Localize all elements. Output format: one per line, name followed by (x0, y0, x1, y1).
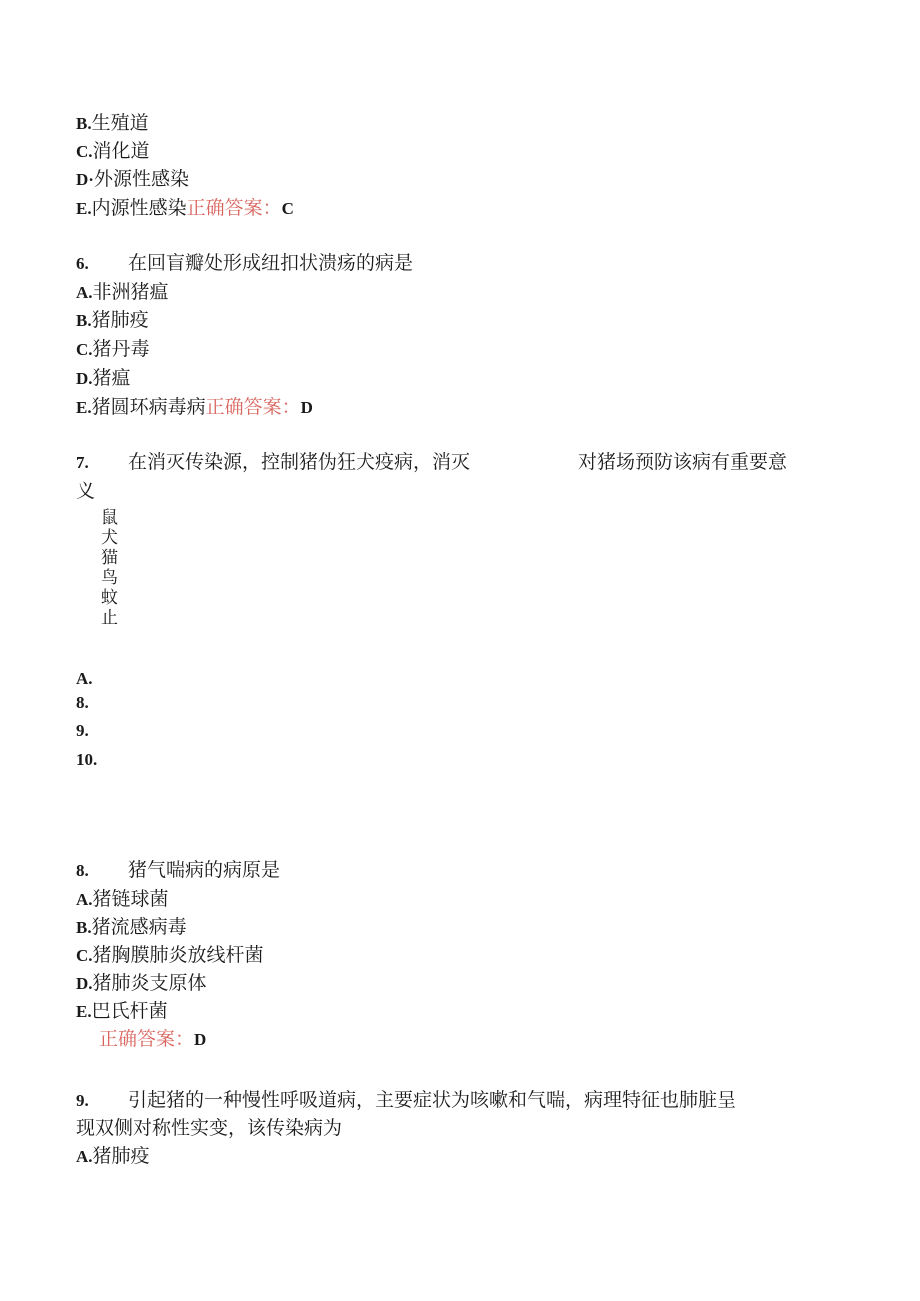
q7-stem-part2 (578, 450, 787, 474)
stacked-word: 蚊 (101, 588, 118, 608)
question-text-line2: 现双侧对称性实变，该传染病为 (76, 1117, 343, 1139)
option-label: B. (76, 114, 92, 133)
option-text: 猪流感病毒 (91, 916, 187, 938)
option-label: C. (76, 340, 93, 359)
q5-option-e (76, 196, 294, 221)
option-label: A. (76, 283, 93, 302)
question-text-part2: 对猪场预防该病有重要意 (578, 451, 788, 473)
option-label: B. (76, 918, 92, 937)
option-label: B. (76, 311, 92, 330)
stacked-word: 犬 (101, 528, 118, 548)
q8-option-b (76, 915, 187, 940)
option-text: 非洲猪瘟 (92, 281, 169, 303)
q7-stem-wrap (76, 479, 95, 503)
q5-option-b (76, 111, 149, 136)
q6-option-a (76, 280, 169, 305)
trailing-label-text: A. (76, 669, 93, 688)
q8-option-d (76, 971, 207, 996)
q6-option-d (76, 366, 131, 391)
option-label: D· (76, 170, 94, 189)
answer-value: D (300, 398, 313, 417)
answer-prefix: 正确答案： (99, 1028, 195, 1050)
answer-value: C (281, 199, 294, 218)
stacked-word: 鼠 (101, 508, 118, 528)
option-text: 猪胸膜肺炎放线杆菌 (92, 944, 264, 966)
option-label: D. (76, 974, 93, 993)
q9-option-a (76, 1144, 150, 1169)
option-text: 消化道 (92, 140, 150, 162)
stacked-word: 鸟 (101, 568, 118, 588)
q9-stem (76, 1088, 736, 1113)
q8-option-e (76, 999, 168, 1024)
option-text: 猪肺炎支原体 (92, 972, 207, 994)
question-text: 引起猪的一种慢性呼吸道病，主要症状为咳嗽和气喘，病理特征也肺脏呈 (128, 1089, 737, 1111)
q5-option-d (76, 167, 189, 192)
option-text: 生殖道 (91, 112, 149, 134)
q8-option-a (76, 887, 169, 912)
option-label: C. (76, 142, 93, 161)
answer-value: D (194, 1030, 207, 1049)
question-number: 8. (76, 861, 89, 880)
question-number: 7. (76, 453, 89, 472)
option-label: E. (76, 199, 92, 218)
question-number: 6. (76, 254, 89, 273)
q6-stem (76, 251, 413, 276)
option-label: E. (76, 1002, 92, 1021)
q6-option-c (76, 337, 150, 362)
question-text-part1: 在消灭传染源，控制猪伪狂犬疫病，消灭 (128, 451, 471, 473)
question-text: 在回盲瓣处形成纽扣状溃疡的病是 (128, 252, 414, 274)
option-text: 猪丹毒 (92, 338, 150, 360)
stacked-word: 猫 (101, 548, 118, 568)
trailing-label-text: 10. (76, 750, 98, 769)
q8-answer (99, 1027, 206, 1052)
stacked-word: 止 (101, 608, 118, 628)
q7-trailing-label (76, 666, 93, 691)
q6-option-b (76, 308, 149, 333)
trailing-label-text: 9. (76, 721, 89, 740)
q7-trailing-label (76, 747, 97, 772)
q7-trailing-label (76, 718, 89, 743)
q8-stem (76, 858, 280, 883)
option-text: 猪瘟 (92, 367, 131, 389)
option-label: A. (76, 1147, 93, 1166)
option-text: 外源性感染 (93, 168, 189, 190)
question-text: 猪气喘病的病原是 (128, 859, 281, 881)
option-text: 巴氏杆菌 (91, 1000, 168, 1022)
q6-option-e (76, 395, 313, 420)
q7-stem (76, 450, 470, 475)
option-label: E. (76, 398, 92, 417)
answer-prefix: 正确答案： (186, 197, 282, 219)
option-label: A. (76, 890, 93, 909)
q8-option-c (76, 943, 264, 968)
q7-stacked-options (101, 508, 118, 628)
option-text: 猪肺疫 (91, 309, 149, 331)
question-number: 9. (76, 1091, 89, 1110)
option-text: 内源性感染 (91, 197, 187, 219)
trailing-label-text: 8. (76, 693, 89, 712)
option-text: 猪链球菌 (92, 888, 169, 910)
question-text-wrap: 义 (76, 480, 96, 502)
q9-stem-line2 (76, 1116, 342, 1140)
option-text: 猪肺疫 (92, 1145, 150, 1167)
q5-option-c (76, 139, 150, 164)
option-label: D. (76, 369, 93, 388)
option-label: C. (76, 946, 93, 965)
answer-prefix: 正确答案： (205, 396, 301, 418)
option-text: 猪圆环病毒病 (91, 396, 206, 418)
q7-trailing-label (76, 690, 89, 715)
